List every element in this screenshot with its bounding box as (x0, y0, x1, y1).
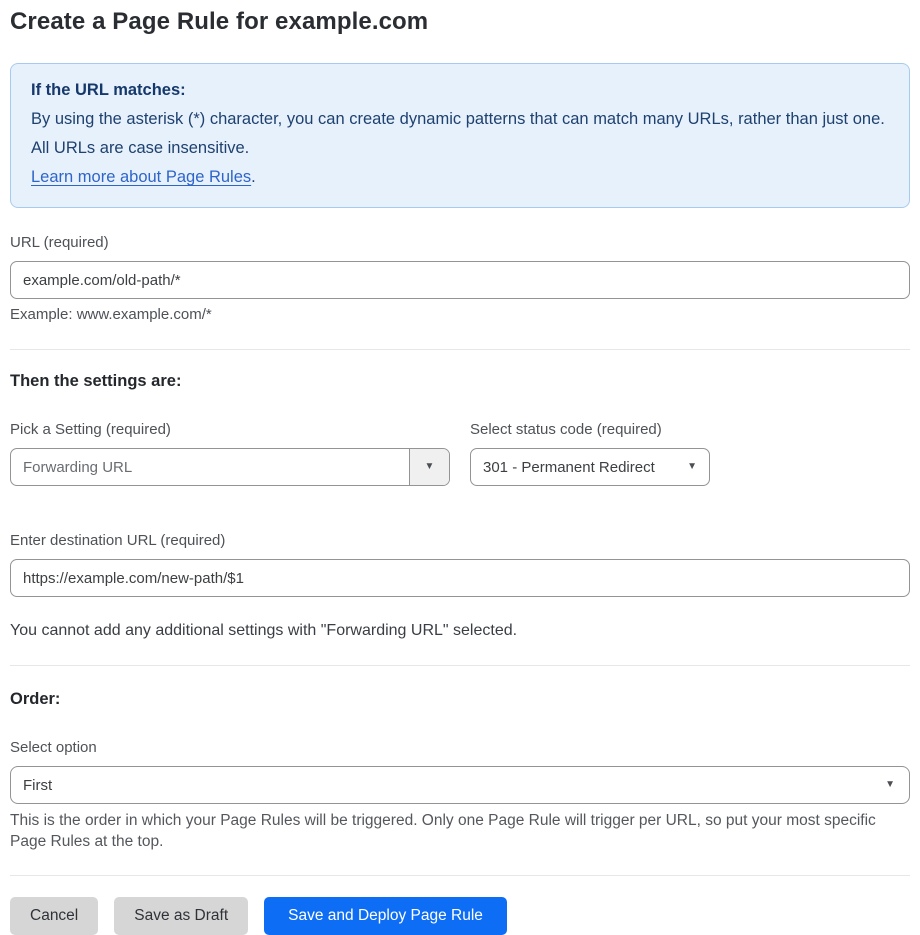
save-and-deploy-button[interactable]: Save and Deploy Page Rule (264, 897, 507, 935)
page-title: Create a Page Rule for example.com (10, 8, 429, 35)
status-code-dropdown[interactable] (470, 448, 710, 486)
pick-setting-dropdown[interactable] (10, 448, 450, 486)
pick-setting-column (10, 421, 450, 486)
settings-selects-row (10, 421, 910, 486)
info-box-body-text: By using the asterisk (*) character, you can create dynamic patterns that can match many URLs, rather than just one. All URLs are case insensitive. (31, 110, 885, 157)
cancel-button[interactable]: Cancel (10, 897, 98, 935)
info-box-heading: If the URL matches: (31, 81, 186, 99)
chevron-down-icon: ▼ (687, 461, 697, 472)
chevron-down-icon: ▼ (424, 461, 435, 472)
link-period: . (251, 168, 256, 186)
status-code-value: 301 - Permanent Redirect (483, 458, 655, 476)
chevron-down-icon: ▼ (885, 779, 895, 790)
url-helper-text: Example: www.example.com/* (10, 306, 212, 323)
order-helper-text: This is the order in which your Page Rules will be triggered. Only one Page Rule will trigger per URL, so put your most specific Page Rules at the top. (10, 812, 876, 850)
pick-setting-label: Pick a Setting (required) (10, 421, 171, 438)
order-select-label: Select option (10, 739, 97, 756)
form-actions (10, 897, 910, 935)
info-box-link-line (31, 163, 889, 192)
pick-setting-value: Forwarding URL (23, 458, 133, 476)
divider (10, 875, 910, 876)
url-field-label: URL (required) (10, 234, 109, 251)
url-input[interactable] (10, 261, 910, 299)
divider (10, 349, 910, 350)
status-code-column (470, 421, 710, 486)
order-dropdown-value: First (23, 776, 53, 794)
divider (10, 665, 910, 666)
destination-url-input[interactable] (10, 559, 910, 597)
url-matches-info-box (10, 63, 910, 208)
order-dropdown[interactable] (10, 766, 910, 804)
forwarding-url-note: You cannot add any additional settings with "Forwarding URL" selected. (10, 622, 518, 639)
info-box-body (31, 105, 889, 163)
status-code-label: Select status code (required) (470, 421, 662, 438)
settings-section-heading: Then the settings are: (10, 372, 182, 390)
order-section-heading: Order: (10, 690, 61, 708)
save-as-draft-button[interactable]: Save as Draft (114, 897, 248, 935)
pick-setting-dropdown-button[interactable] (409, 449, 449, 485)
destination-url-label: Enter destination URL (required) (10, 532, 226, 549)
learn-more-link[interactable]: Learn more about Page Rules (31, 168, 252, 186)
